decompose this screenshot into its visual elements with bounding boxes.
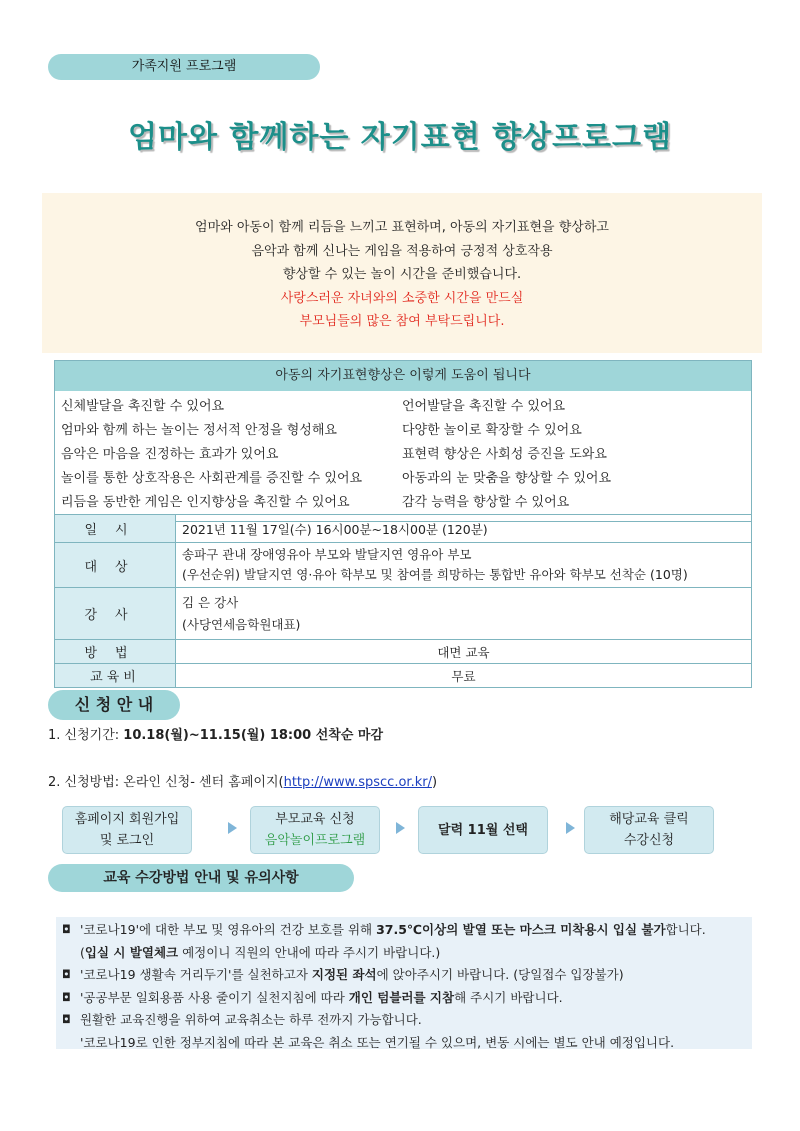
homepage-link[interactable]: http://www.spscc.or.kr/ [283,775,432,790]
bullet-icon: ◘ [62,968,71,981]
note-text: 합니다. [665,922,706,937]
benefits-heading: 아동의 자기표현향상은 이렇게 도움이 됩니다 [55,361,751,391]
benefit-item: 아동과의 눈 맞춤을 향상할 수 있어요 [402,471,612,486]
apply-method-suffix: ) [431,775,438,790]
step-text: 달력 11월 선택 [438,822,528,838]
intro-highlight-line: 부모님들의 많은 참여 부탁드립니다. [299,314,505,329]
bullet-icon: ◘ [62,990,71,1004]
step-signup [62,806,192,854]
step-enroll [584,806,714,854]
note-text: '코로나19 생활속 거리두기'를 실천하고자 [80,967,312,982]
note-continuation [56,942,752,965]
note-text: 해 주시기 바랍니다. [454,989,563,1005]
step-text: 음악놀이프로그램 [264,833,366,848]
apply-method-label: 2. 신청방법: 온라인 신청- 센터 홈페이지( [48,775,284,790]
benefits-left-column [61,395,402,515]
apply-period [48,724,383,743]
step-text: 수강신청 [623,833,675,848]
step-text: 부모교육 신청 [275,812,355,827]
step-text: 해당교육 클릭 [609,812,689,827]
fee-value: 무료 [176,664,752,688]
lecturer-name: 김 은 강사 [182,594,239,610]
benefits-right-column [402,395,743,515]
note-item [56,987,752,1010]
benefit-item: 표현력 향상은 사회성 증진을 도와요 [402,447,607,462]
table-row [55,664,752,688]
category-label: 가족지원 프로그램 [131,59,237,74]
note-item [56,964,752,987]
note-text: '코로나19'에 대한 부모 및 영유아의 건강 보호를 위해 [80,922,377,937]
note-text: 에 앉아주시기 바랍니다. (당일접수 입장불가) [376,967,624,982]
arrow-right-icon [396,822,405,834]
benefits-box [54,360,752,522]
benefit-item: 언어발달을 촉진할 수 있어요 [402,399,566,414]
table-row [55,515,752,543]
step-apply [250,806,380,854]
note-emphasis: 37.5℃이상의 발열 또는 마스크 미착용시 입실 불가 [376,922,666,937]
lecturer-value [176,588,752,640]
benefit-item: 다양한 놀이로 확장할 수 있어요 [402,423,582,438]
target-label: 대상 [55,543,176,588]
bullet-icon: ◘ [62,923,71,936]
category-badge [48,54,320,80]
benefit-item: 감각 능력을 향상할 수 있어요 [402,495,570,510]
notes-box [56,917,752,1049]
notes-heading [48,864,354,892]
target-value [176,543,752,588]
apply-method [48,771,437,790]
benefit-item: 음악은 마음을 진정하는 효과가 있어요 [61,447,279,462]
note-item [56,919,752,942]
benefit-item: 리듬을 동반한 게임은 인지향상을 촉진할 수 있어요 [61,495,350,510]
step-text: 및 로그인 [99,833,155,848]
intro-line: 음악과 함께 신나는 게임을 적용하여 긍정적 상호작용 [251,243,553,259]
page-title: 엄마와 함께하는 자기표현 향상프로그램 [128,120,672,155]
method-label: 방법 [55,640,176,664]
table-row [55,588,752,640]
note-continuation: '코로나19로 인한 정부지침에 따라 본 교육은 취소 또는 연기될 수 있으며, 변동 시에는 별도 안내 예정입니다. [80,1034,675,1050]
intro-line: 엄마와 아동이 함께 리듬을 느끼고 표현하며, 아동의 자기표현을 향상하고 [195,220,609,235]
intro-box [42,193,762,353]
note-emphasis: 지정된 좌석 [311,967,377,982]
note-text: ( [80,944,85,960]
note-text: 예정이니 직원의 안내에 따라 주시기 바랍니다.) [178,944,441,960]
benefit-item: 신체발달을 촉진할 수 있어요 [61,399,225,414]
intro-line: 향상할 수 있는 놀이 시간을 준비했습니다. [282,267,522,282]
note-text: 원활한 교육진행을 위하여 교육취소는 하루 전까지 가능합니다. [80,1012,422,1027]
table-row [55,543,752,588]
schedule-value: 2021년 11월 17일(수) 16시00분~18시00분 (120분) [176,515,752,543]
program-info-table [54,514,752,688]
target-value-line: 송파구 관내 장애영유아 부모와 발달지연 영유아 부모 [182,547,472,562]
benefit-item: 놀이를 통한 상호작용은 사회관계를 증진할 수 있어요 [61,471,363,486]
arrow-right-icon [566,822,575,834]
apply-heading-text: 신 청 안 내 [74,695,154,714]
step-calendar [418,806,548,854]
benefit-item: 엄마와 함께 하는 놀이는 정서적 안정을 형성해요 [61,423,337,438]
bullet-icon: ◘ [62,1013,71,1026]
intro-highlight-line: 사랑스러운 자녀와의 소중한 시간을 만드실 [280,290,524,306]
fee-label: 교육비 [55,664,176,688]
lecturer-label: 강사 [55,588,176,640]
arrow-right-icon [228,822,237,834]
table-row [55,640,752,664]
method-value: 대면 교육 [176,640,752,664]
notes-heading-text: 교육 수강방법 안내 및 유의사항 [103,870,299,886]
lecturer-affiliation: (사당연세음학원대표) [182,616,301,632]
note-item [56,1009,752,1032]
apply-period-value: 10.18(월)~11.15(월) 18:00 선착순 마감 [123,728,384,743]
apply-heading [48,690,180,720]
target-value-line: (우선순위) 발달지연 영·유아 학부모 및 참여를 희망하는 통합반 유아와 학부모 선착순 (10명) [182,567,688,582]
step-text: 홈페이지 회원가입 [74,812,180,827]
note-emphasis: 입실 시 발열체크 [84,944,179,960]
apply-period-label: 1. 신청기간: [48,728,124,743]
note-text: '공공부문 일회용품 사용 줄이기 실천지침에 따라 [80,989,349,1005]
schedule-label: 일시 [55,515,176,543]
note-emphasis: 개인 텀블러를 지참 [348,989,455,1005]
